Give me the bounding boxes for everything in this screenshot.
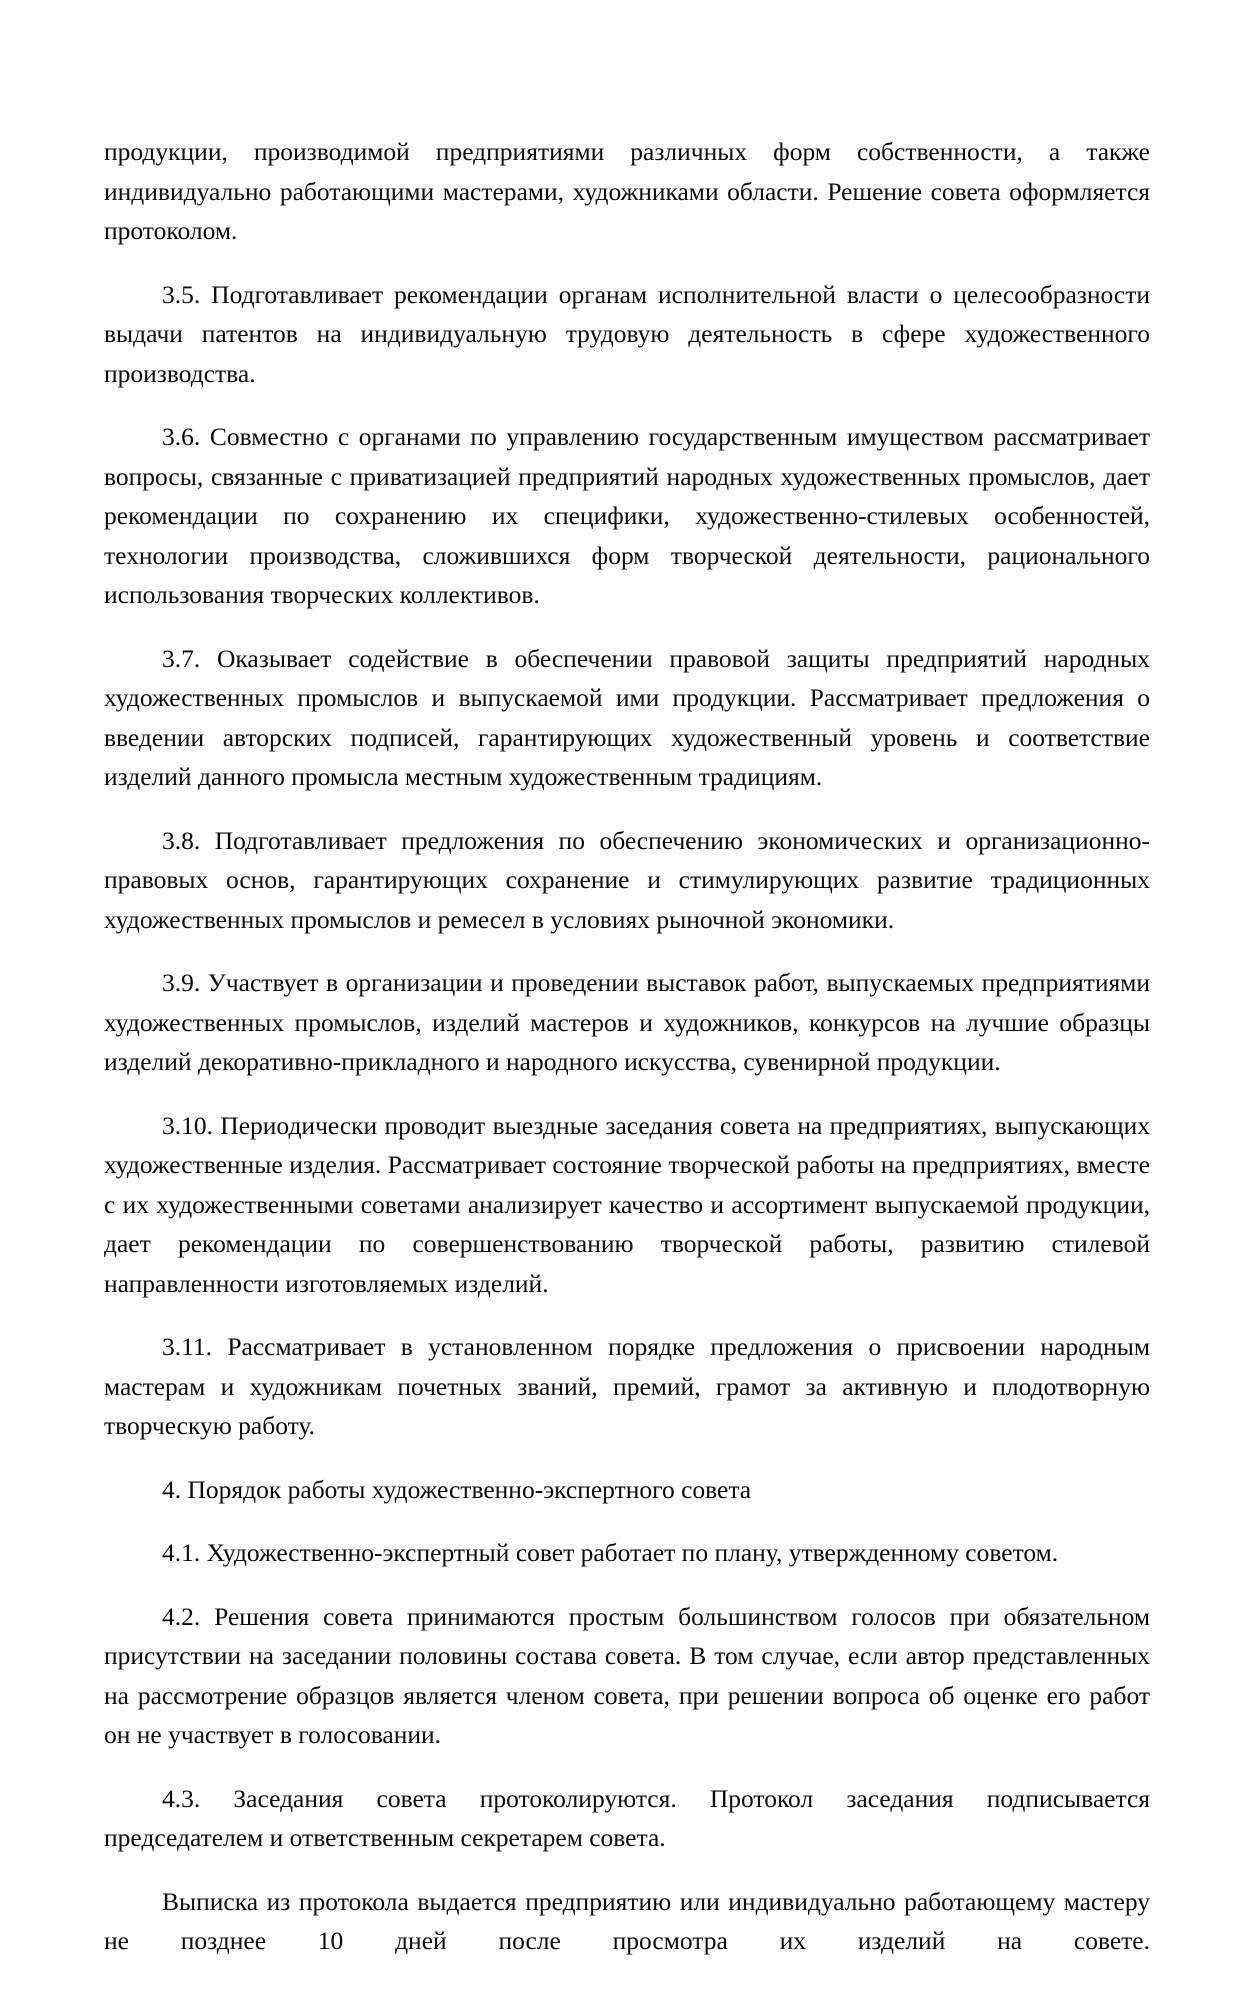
paragraph-clause-3-6: 3.6. Совместно с органами по управлению государственным имуществом рассматривает вопросы, связанные с приватизацией предприятий народных художественных промыслов, дает рекомендации по сохранению их специфики, художественно-стилевых особенностей, технологии производства, сложившихся форм творческой деятельности, рационального использования творческих коллективов. [104,417,1150,615]
heading-section-4: 4. Порядок работы художественно-экспертного совета [104,1470,1150,1510]
paragraph-closing-note: Выписка из протокола выдается предприятию или индивидуально работающему мастеру не позднее 10 дней после просмотра их изделий на совете. [104,1882,1150,2000]
document-text-body [104,132,1150,2000]
paragraph-clause-4-2: 4.2. Решения совета принимаются простым большинством голосов при обязательном присутствии на заседании половины состава совета. В том случае, если автор представленных на рассмотрение образцов является членом совета, при решении вопроса об оценке его работ он не участвует в голосовании. [104,1597,1150,1755]
paragraph-clause-3-11: 3.11. Рассматривает в установленном порядке предложения о присвоении народным мастерам и художникам почетных званий, премий, грамот за активную и плодотворную творческую работу. [104,1327,1150,1446]
paragraph-continuation: продукции, производимой предприятиями различных форм собственности, а также индивидуально работающими мастерами, художниками области. Решение совета оформляется протоколом. [104,132,1150,251]
paragraph-clause-3-10: 3.10. Периодически проводит выездные заседания совета на предприятиях, выпускающих художественные изделия. Рассматривает состояние творческой работы на предприятиях, вместе с их художественными советами анализирует качество и ассортимент выпускаемой продукции, дает рекомендации по совершенствованию творческой работы, развитию стилевой направленности изготовляемых изделий. [104,1106,1150,1304]
paragraph-clause-3-8: 3.8. Подготавливает предложения по обеспечению экономических и организационно-правовых основ, гарантирующих сохранение и стимулирующих развитие традиционных художественных промыслов и ремесел в условиях рыночной экономики. [104,821,1150,940]
paragraph-clause-3-9: 3.9. Участвует в организации и проведении выставок работ, выпускаемых предприятиями художественных промыслов, изделий мастеров и художников, конкурсов на лучшие образцы изделий декоративно-прикладного и народного искусства, сувенирной продукции. [104,963,1150,1082]
paragraph-clause-4-1: 4.1. Художественно-экспертный совет работает по плану, утвержденному советом. [104,1533,1150,1573]
paragraph-clause-3-7: 3.7. Оказывает содействие в обеспечении правовой защиты предприятий народных художественных промыслов и выпускаемой ими продукции. Рассматривает предложения о введении авторских подписей, гарантирующих художественный уровень и соответствие изделий данного промысла местным художественным традициям. [104,639,1150,797]
paragraph-clause-4-3: 4.3. Заседания совета протоколируются. Протокол заседания подписывается председателем и ответственным секретарем совета. [104,1779,1150,1858]
paragraph-clause-3-5: 3.5. Подготавливает рекомендации органам исполнительной власти о целесообразности выдачи патентов на индивидуальную трудовую деятельность в сфере художественного производства. [104,275,1150,394]
